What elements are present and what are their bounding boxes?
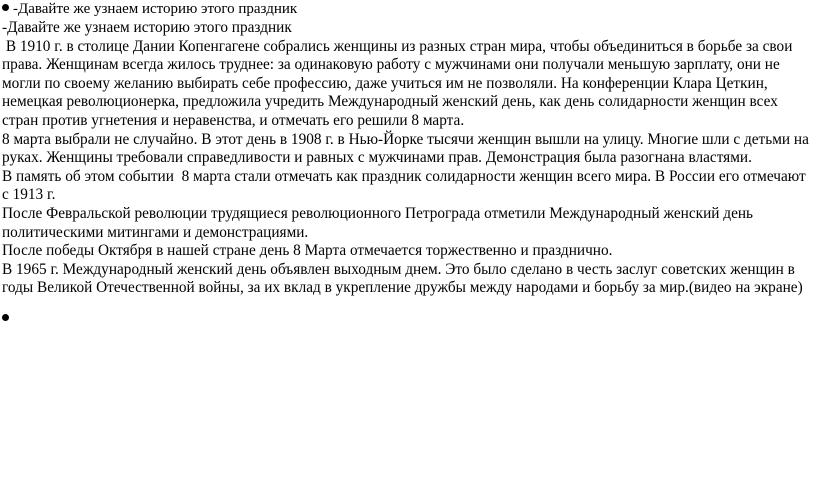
paragraph-1908: 8 марта выбрали не случайно. В этот день в 1908 г. в Нью-Йорке тысячи женщин вышли на улицу. Многие шли с детьми на руках. Женщины требовали справедливости и равных с мужчинами прав. Демонстрация была разогнана властями. [2, 130, 809, 167]
paragraph-february: После Февральской революции трудящиеся революционного Петрограда отметили Международный женский день политическими митингами и демонстрациями. [2, 204, 754, 241]
paragraph-memory: В память об этом событии 8 марта стали отмечать как праздник солидарности женщин всего мира. В России его отмечают с 1913 г. [2, 167, 810, 204]
paragraph-1965: В 1965 г. Международный женский день объявлен выходным днем. Это было сделано в честь заслуг советских женщин в годы Великой Отечественной войны, за их вклад в укрепление дружбы между народами и борьбу за мир.(видео на экране) [2, 260, 803, 297]
bullet-heading: -Давайте же узнаем историю этого праздник [13, 1, 298, 17]
paragraph-1910: В 1910 г. в столице Дании Копенгагене собрались женщины из разных стран мира, чтобы объединиться в борьбе за свои права. Женщинам всегда жилось труднее: за одинаковую работу с мужчинами они получали меньшую зарплату, они не могли по своему желанию выбирать себе профессию, даже учиться им не позволяли. На конференции Клара Цеткин, немецкая революционерка, предложила учредить Международный женский день, как день солидарности женщин всех стран против угнетения и неравенства, и отмечать его решили 8 марта. [2, 37, 797, 129]
bullet-icon-empty [2, 314, 9, 321]
bullet-icon [2, 4, 9, 11]
paragraph-intro: -Давайте же узнаем историю этого праздник [2, 19, 292, 36]
paragraph-october: После победы Октября в нашей стране день 8 Марта отмечается торжественно и празднично. [2, 242, 613, 260]
bullet-item [2, 1, 297, 17]
body-text [2, 19, 810, 298]
